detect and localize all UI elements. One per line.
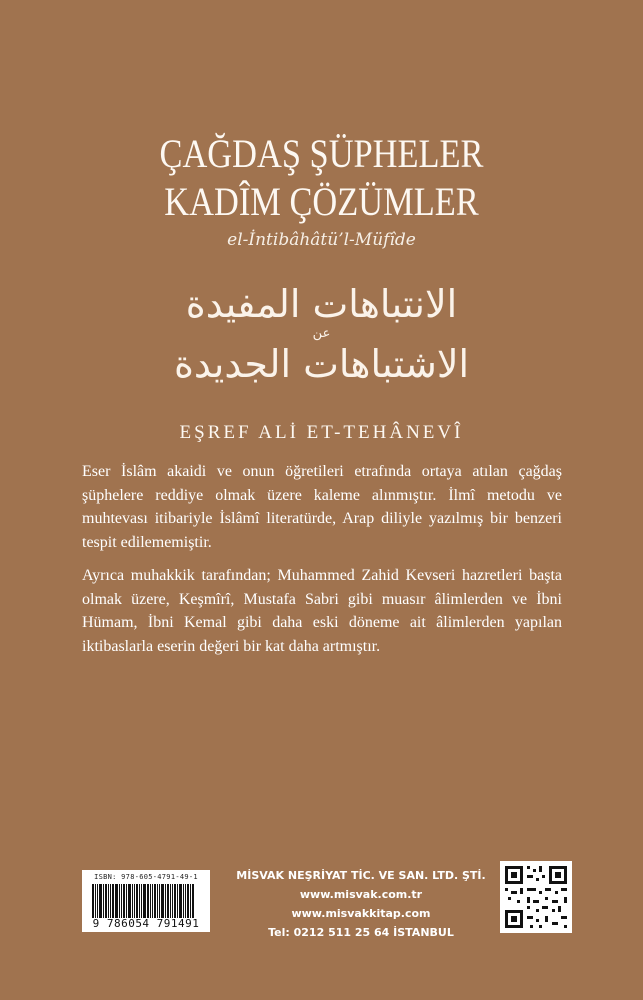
barcode-bar — [152, 884, 153, 918]
publisher-info — [236, 866, 486, 942]
barcode-bar — [134, 884, 135, 918]
barcode-bar — [192, 884, 194, 918]
barcode-bar — [167, 884, 169, 918]
barcode-bar — [97, 884, 98, 918]
subtitle: el-İntibâhâtü’l-Müfîde — [227, 230, 416, 250]
barcode-bar — [105, 884, 107, 918]
barcode-bar — [121, 884, 122, 918]
arabic-title-block — [0, 282, 643, 386]
barcode-bar — [183, 884, 184, 918]
barcode-bar — [141, 884, 142, 918]
barcode-bar — [143, 884, 146, 918]
barcode-bar — [170, 884, 171, 918]
isbn-label: ISBN: 978-605-4791-49-1 — [94, 873, 198, 881]
barcode-bar — [112, 884, 114, 918]
barcode-bar — [172, 884, 173, 918]
barcode-digits: 9 786054 791491 — [92, 917, 200, 930]
publisher-website-1: www.misvak.com.tr — [299, 888, 423, 901]
barcode-bar — [92, 884, 94, 918]
barcode-bar — [187, 884, 189, 918]
title-block — [0, 130, 643, 250]
isbn-barcode — [82, 870, 210, 932]
barcode-bar — [123, 884, 125, 918]
barcode-bar — [177, 884, 178, 918]
barcode-bar — [103, 884, 104, 918]
barcode-bar — [190, 884, 191, 918]
barcode-bar — [150, 884, 151, 918]
barcode-bar — [132, 884, 133, 918]
barcode-bar — [179, 884, 182, 918]
barcode-bars — [92, 884, 204, 918]
description-paragraph-2: Ayrıca muhakkik tarafından; Muhammed Zahid Kevseri hazretleri başta olmak üzere, Keşmîrî, Mustafa Sabri gibi muasır âlimlerden ve İbni Hümam, İbni Kemal gibi daha eski döneme ait âlimlerden yapılan iktibaslarla eserin değeri bir kat daha artmıştır. — [82, 567, 562, 655]
qr-code-icon — [500, 861, 572, 933]
barcode-bar — [161, 884, 164, 918]
author-name: EŞREF ALİ ET-TEHÂNEVÎ — [179, 422, 464, 443]
barcode-bar — [174, 884, 176, 918]
arabic-title-line-2: الاشتباهات الجديدة — [173, 342, 470, 386]
arabic-connector: عن — [312, 326, 331, 341]
barcode-bar — [157, 884, 158, 918]
barcode-bar — [99, 884, 102, 918]
barcode-bar — [110, 884, 111, 918]
barcode-bar — [128, 884, 131, 918]
barcode-bar — [159, 884, 160, 918]
title-line-1: ÇAĞDAŞ ŞÜPHELER — [159, 131, 484, 176]
barcode-bar — [136, 884, 138, 918]
barcode-bar — [108, 884, 109, 918]
description — [82, 460, 562, 668]
barcode-bar — [139, 884, 140, 918]
barcode-bar — [119, 884, 120, 918]
barcode-bar — [147, 884, 149, 918]
publisher-name: MİSVAK NEŞRİYAT TİC. VE SAN. LTD. ŞTİ. — [236, 869, 486, 882]
barcode-bar — [154, 884, 156, 918]
description-paragraph-1: Eser İslâm akaidi ve onun öğretileri etrafında ortaya atılan çağdaş şüphelere reddiye olmak üzere kaleme alınmıştır. İlmî metodu ve muhtevası itibariyle İslâmî literatürde, Arap diliyle yazılmış bir benzeri tespit edilememiştir. — [82, 463, 562, 551]
title-line-2: KADÎM ÇÖZÜMLER — [164, 179, 479, 224]
publisher-website-2: www.misvakkitap.com — [291, 907, 431, 920]
barcode-bar — [165, 884, 166, 918]
publisher-phone: Tel: 0212 511 25 64 İSTANBUL — [268, 926, 454, 939]
barcode-bar — [185, 884, 186, 918]
barcode-bar — [95, 884, 96, 918]
qr-code-graphic — [500, 861, 572, 933]
barcode-bar — [126, 884, 127, 918]
barcode-bar — [115, 884, 118, 918]
arabic-title-line-1: الانتباهات المفيدة — [185, 282, 458, 326]
